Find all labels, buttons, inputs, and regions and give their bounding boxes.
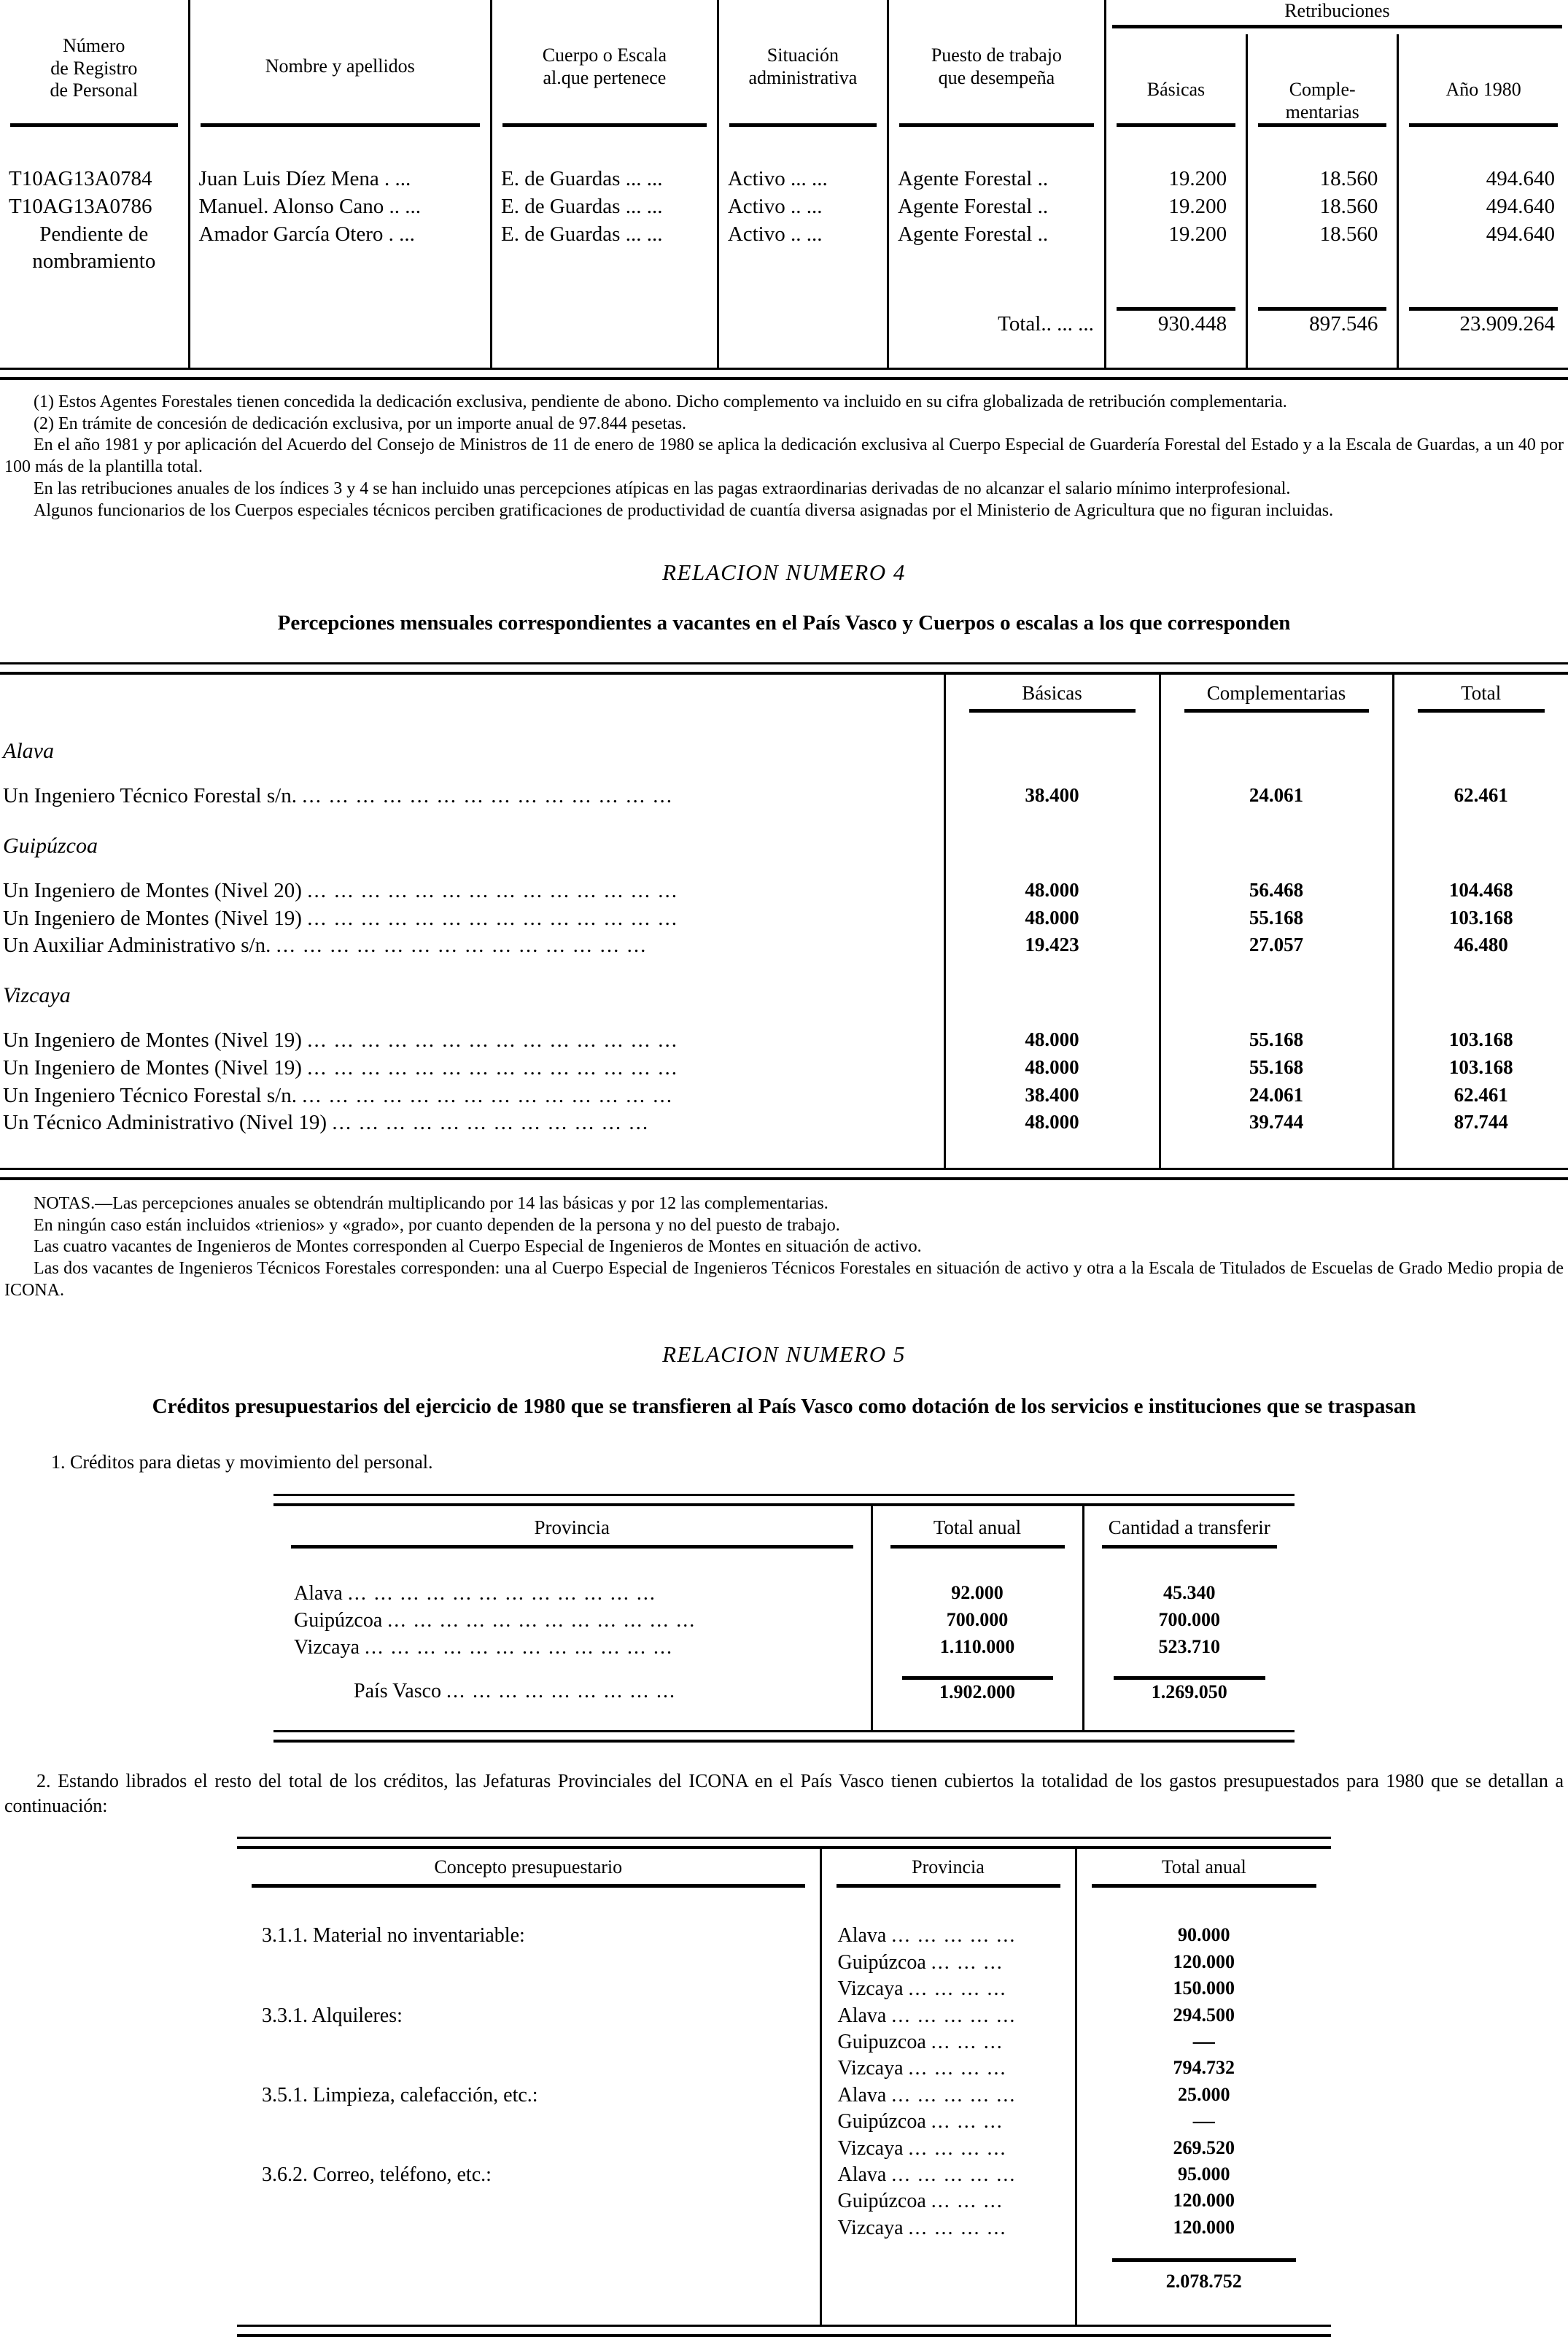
footnote-5: Algunos funcionarios de los Cuerpos especiales técnicos perciben gratificaciones de productividad de cuantía diversa asignadas por el Ministerio de Agricultura que no figuran incluidas. — [34, 500, 1334, 520]
rule-cell — [491, 123, 718, 133]
footnote-2: (2) En trámite de concesión de dedicación exclusiva, por un importe anual de 97.844 pesetas. — [34, 414, 687, 433]
cell-total-anual: 25.000 — [1178, 2083, 1230, 2105]
nota-1: NOTAS.—Las percepciones anuales se obtendrán multiplicando por 14 las básicas y por 12 las complementarias. — [34, 1193, 828, 1213]
cell-provincia: Guipúzcoa ... ... ... — [820, 2109, 1076, 2135]
cell-post: Agente Forestal .. — [888, 166, 1105, 193]
rule-cell — [0, 123, 189, 133]
header-year: Año 1980 — [1445, 79, 1521, 100]
table3-bottom-double-rule — [273, 1730, 1295, 1743]
rule-cell — [1398, 276, 1568, 311]
rule-cell — [888, 123, 1105, 133]
leader-dots: ... ... ... ... ... ... ... ... ... ... ... ... ... ... — [302, 1083, 673, 1107]
relacion5-title: RELACION NUMERO 5 — [662, 1341, 906, 1367]
footnote-3: En el año 1981 y por aplicación del Acuerdo del Consejo de Ministros de 11 de enero de 1980 se aplica la dedicación exclusiva al Cuerpo Especial de Guardería Forestal del Estado y a la Escala de Guardas, a un 40 por 100 más de la plantilla total. — [4, 435, 1564, 477]
relacion5-subtitle: Créditos presupuestarios del ejercicio de 1980 que se transfieren al País Vasco como dotación de los servicios e instituciones que se traspasan — [152, 1394, 1416, 1418]
cell-concepto — [237, 2029, 820, 2055]
cell-status: Activo .. ... — [718, 221, 888, 276]
spacer-row — [273, 1554, 1295, 1581]
header-provincia: Provincia — [273, 1506, 872, 1554]
spacer-row — [0, 810, 1568, 826]
cell-status: Activo ... ... — [718, 166, 888, 193]
cell-item: Un Ingeniero de Montes (Nivel 19) ... ... ... ... ... ... ... ... ... ... ... ... ... ... — [0, 1055, 944, 1082]
cell-complementarias: 39.744 — [1160, 1109, 1393, 1137]
cell-name: Amador García Otero . ... — [189, 221, 491, 276]
table-row — [0, 783, 1568, 810]
total-cantidad: 1.269.050 — [1151, 1681, 1227, 1703]
table2-bottom-double-rule — [0, 1168, 1568, 1180]
personnel-header-top — [0, 0, 1568, 34]
cell-basicas: 19.200 — [1105, 193, 1246, 221]
rule-cell — [1083, 1661, 1295, 1680]
cell-basicas: 48.000 — [944, 1055, 1160, 1082]
header-name: Nombre y apellidos — [189, 0, 491, 123]
cell-basicas: 48.000 — [944, 1109, 1160, 1137]
cell-complementarias: 24.061 — [1160, 1082, 1393, 1110]
table-row — [237, 2188, 1331, 2214]
header-separator-row — [0, 123, 1568, 133]
province-group-header — [0, 826, 1568, 861]
cell-provincia: Vizcaya ... ... ... ... — [820, 1976, 1076, 2002]
table-row — [237, 2109, 1331, 2135]
cell-basicas: 19.423 — [944, 932, 1160, 960]
dietas-header-row — [273, 1506, 1295, 1554]
cell-total: 104.468 — [1448, 879, 1513, 902]
cell-complementarias: 24.061 — [1160, 783, 1393, 810]
cell-concepto: 3.1.1. Material no inventariable: — [237, 1923, 820, 1949]
cell-provincia: Vizcaya ... ... ... ... — [820, 2055, 1076, 2082]
leader-dots: ... ... ... ... ... — [891, 2004, 1017, 2027]
footnotes-block — [0, 392, 1568, 522]
relacion4-subtitle: Percepciones mensuales correspondientes a vacantes en el País Vasco y Cuerpos o escalas a los que corresponden — [277, 611, 1291, 635]
cell-post: Agente Forestal .. — [888, 193, 1105, 221]
cell-total-anual: 1.110.000 — [872, 1635, 1083, 1662]
province-label: Alava — [0, 732, 944, 767]
province-group-header — [0, 732, 1568, 767]
cell-status: Activo .. ... — [718, 193, 888, 221]
header-basicas: Básicas — [944, 675, 1160, 716]
nota-4: Las dos vacantes de Ingenieros Técnicos Forestales corresponden: una al Cuerpo Especial de Ingenieros Técnicos Forestales en situación de activo y otra a la Escala de Titulados de Escuelas de Grado Medio propia de ICONA. — [4, 1259, 1564, 1300]
dietas-table-wrap — [273, 1494, 1295, 1743]
footnote-4: En las retribuciones anuales de los índices 3 y 4 se han incluido unas percepciones atípicas en las pagas extraordinarias derivadas de no alcanzar el salario mínimo interprofesional. — [34, 478, 1291, 498]
header-provincia: Provincia — [820, 1849, 1076, 1891]
table-row — [0, 193, 1568, 221]
cell-registry: T10AG13A0784 — [0, 166, 189, 193]
cell-total-anual: 95.000 — [1178, 2163, 1230, 2185]
vacancies-table — [0, 675, 1568, 1168]
header-retributions-group — [1105, 0, 1568, 34]
cell-year: 494.640 — [1486, 167, 1555, 191]
footnote-1: (1) Estos Agentes Forestales tienen concedida la dedicación exclusiva, pendiente de abono. Dicho complemento va incluido en su cifra globalizada de retribución complementaria. — [34, 392, 1287, 411]
cell-provincia: Alava ... ... ... ... ... — [820, 2003, 1076, 2029]
cell-concepto: 3.5.1. Limpieza, calefacción, etc.: — [237, 2082, 820, 2109]
cell-total: 103.168 — [1448, 1028, 1513, 1051]
relacion5-item2 — [0, 1769, 1568, 1818]
cell-basicas: 19.200 — [1105, 166, 1246, 193]
dietas-total-row — [273, 1680, 1295, 1705]
table1-bottom-double-rule — [0, 368, 1568, 380]
header-complementarias: Comple- mentarias — [1247, 34, 1398, 123]
cell-total: 62.461 — [1453, 1083, 1508, 1106]
cell-total-anual: 90.000 — [1178, 1924, 1230, 1946]
leader-dots: ... ... ... ... ... ... ... ... ... ... ... ... ... ... — [307, 879, 678, 903]
leader-dots: ... ... ... — [931, 1950, 1004, 1974]
vacancies-header-row — [0, 675, 1568, 716]
table-row — [237, 2055, 1331, 2082]
leader-dots: ... ... ... ... ... — [891, 2163, 1017, 2186]
cell-concepto — [237, 2055, 820, 2082]
spacer-row — [0, 767, 1568, 783]
table-row — [237, 1976, 1331, 2002]
rule-cell — [872, 1661, 1083, 1680]
cell-concepto — [237, 2109, 820, 2135]
cell-registry-line1: Pendiente de — [39, 222, 149, 246]
cell-provincia: Guipuzcoa ... ... ... — [820, 2029, 1076, 2055]
cell-complementarias: 55.168 — [1160, 1055, 1393, 1082]
table-row — [237, 2162, 1331, 2188]
cell-concepto: 3.6.2. Correo, teléfono, etc.: — [237, 2162, 820, 2188]
table-row — [0, 1055, 1568, 1082]
cell-basicas: 38.400 — [944, 783, 1160, 810]
leader-dots: ... ... ... ... ... — [891, 2083, 1017, 2107]
rule-cell — [1105, 276, 1246, 311]
table-row — [0, 877, 1568, 905]
personnel-spacer-row — [0, 133, 1568, 166]
rule-cell — [189, 123, 491, 133]
header-total-anual: Total anual — [1076, 1849, 1331, 1891]
table3-top-double-rule — [273, 1494, 1295, 1506]
cell-concepto — [237, 2215, 820, 2241]
cell-cantidad: 45.340 — [1163, 1581, 1216, 1603]
cell-provincia: Alava ... ... ... ... ... — [820, 1923, 1076, 1949]
header-spacer — [0, 675, 944, 716]
cell-item: Un Auxiliar Administrativo s/n. ... ... ... ... ... ... ... ... ... ... ... ... ... ... — [0, 932, 944, 960]
rule-cell — [718, 123, 888, 133]
total-basicas: 930.448 — [1105, 311, 1246, 338]
leader-dots: ... ... ... ... ... ... ... ... ... — [446, 1680, 677, 1703]
leader-dots: ... ... ... ... ... ... ... ... ... ... ... ... ... ... — [307, 1028, 678, 1053]
cell-basicas: 38.400 — [944, 1082, 1160, 1110]
table-row — [0, 1082, 1568, 1110]
cell-total-anual: 120.000 — [1173, 2190, 1235, 2212]
cell-complementarias: 55.168 — [1160, 1027, 1393, 1055]
cell-name: Juan Luis Díez Mena . ... — [189, 166, 491, 193]
notas-block — [0, 1193, 1568, 1302]
cell-item: Un Ingeniero de Montes (Nivel 19) ... ... ... ... ... ... ... ... ... ... ... ... ... ... — [0, 905, 944, 933]
cell-total-anual: 294.500 — [1173, 2004, 1235, 2026]
cell-provincia: Alava ... ... ... ... ... — [820, 2082, 1076, 2109]
table-row — [0, 905, 1568, 933]
cell-provincia: Guipúzcoa ... ... ... — [820, 2188, 1076, 2214]
leader-dots: ... ... ... ... ... ... ... ... ... ... ... ... — [347, 1581, 656, 1605]
rule-cell — [1247, 123, 1398, 133]
table-row — [0, 1109, 1568, 1137]
cell-total-anual: 120.000 — [1173, 1950, 1235, 1972]
cell-concepto — [237, 1950, 820, 1976]
province-label: Vizcaya — [0, 976, 944, 1011]
header-post: Puesto de trabajo que desempeña — [888, 0, 1105, 123]
cell-provincia: Vizcaya ... ... ... ... — [820, 2136, 1076, 2162]
cell-item: Un Ingeniero Técnico Forestal s/n. ... ... ... ... ... ... ... ... ... ... ... ... ... ... — [0, 783, 944, 810]
grand-total: 2.078.752 — [1165, 2271, 1242, 2293]
leader-dots: ... ... ... — [931, 2030, 1004, 2053]
cell-provincia: Vizcaya ... ... ... ... — [820, 2215, 1076, 2241]
spacer-row — [237, 1891, 1331, 1923]
spacer-row — [0, 861, 1568, 877]
cell-total: 103.168 — [1448, 1055, 1513, 1078]
cell-total-anual: 269.520 — [1173, 2136, 1235, 2158]
table2-top-double-rule — [0, 662, 1568, 675]
cell-item: Un Ingeniero Técnico Forestal s/n. ... ... ... ... ... ... ... ... ... ... ... ... ... ... — [0, 1082, 944, 1110]
cell-concepto — [237, 2188, 820, 2214]
conceptos-table — [237, 1849, 1331, 2324]
dietas-bottom-pad — [273, 1705, 1295, 1730]
cell-provincia: Alava ... ... ... ... ... ... ... ... ... ... ... ... — [273, 1581, 872, 1608]
cell-provincia: Vizcaya ... ... ... ... ... ... ... ... ... ... ... ... — [273, 1635, 872, 1662]
cell-provincia: Alava ... ... ... ... ... — [820, 2162, 1076, 2188]
item2-text: 2. Estando librados el resto del total de los créditos, las Jefaturas Provinciales del ICONA en el País Vasco tienen cubiertos la totalidad de los gastos presupuestados para 1980 que se detallan a continuación: — [4, 1770, 1564, 1816]
cell-item: Un Técnico Administrativo (Nivel 19) ... ... ... ... ... ... ... ... ... ... ... ... — [0, 1109, 944, 1137]
personnel-table — [0, 0, 1568, 368]
header-cantidad: Cantidad a transferir — [1083, 1506, 1295, 1554]
cell-complementarias: 55.168 — [1160, 905, 1393, 933]
header-corps: Cuerpo o Escala al.que pertenece — [491, 0, 718, 123]
cell-name: Manuel. Alonso Cano .. ... — [189, 193, 491, 221]
rule-cell — [1247, 276, 1398, 311]
spacer-row — [0, 960, 1568, 976]
cell-concepto: 3.3.1. Alquileres: — [237, 2003, 820, 2029]
header-complementarias: Complementarias — [1160, 675, 1393, 716]
cell-total: 103.168 — [1448, 906, 1513, 929]
cell-item: Un Ingeniero de Montes (Nivel 20) ... ... ... ... ... ... ... ... ... ... ... ... ... ... — [0, 877, 944, 905]
header-total: Total — [1393, 675, 1568, 716]
header-retributions-label: Retribuciones — [1284, 0, 1390, 21]
leader-dots: ... ... ... ... ... ... ... ... ... ... ... ... — [332, 1111, 650, 1135]
cell-total-anual: 120.000 — [1173, 2216, 1235, 2238]
cell-item: Un Ingeniero de Montes (Nivel 19) ... ... ... ... ... ... ... ... ... ... ... ... ... ... — [0, 1027, 944, 1055]
leader-dots: ... ... ... ... — [908, 2136, 1007, 2160]
leader-dots: ... ... ... ... ... ... ... ... ... ... ... ... — [365, 1635, 674, 1659]
cell-corps: E. de Guardas ... ... — [491, 193, 718, 221]
table-row — [237, 2003, 1331, 2029]
table-row — [237, 2136, 1331, 2162]
table-row — [273, 1635, 1295, 1662]
relacion5-item1 — [0, 1450, 1568, 1475]
cell-complementarias: 18.560 — [1247, 166, 1398, 193]
retributions-rule — [1112, 25, 1562, 28]
cell-complementarias: 56.468 — [1160, 877, 1393, 905]
nota-3: Las cuatro vacantes de Ingenieros de Montes corresponden al Cuerpo Especial de Ingenieros de Montes en situación de activo. — [34, 1237, 922, 1257]
leader-dots: ... ... ... ... ... ... ... ... ... ... ... ... ... ... — [307, 906, 678, 930]
spacer-row — [0, 1011, 1568, 1027]
conceptos-total-row — [237, 2262, 1331, 2294]
table-row — [0, 1027, 1568, 1055]
cell-complementarias: 18.560 — [1247, 221, 1398, 276]
dietas-table — [273, 1506, 1295, 1730]
cell-corps: E. de Guardas ... ... — [491, 166, 718, 193]
table-row — [237, 1923, 1331, 1949]
cell-concepto — [237, 1976, 820, 2002]
leader-dots: ... ... ... — [931, 2110, 1004, 2133]
cell-year: 494.640 — [1486, 222, 1555, 246]
table-row — [0, 932, 1568, 960]
item1-text: 1. Créditos para dietas y movimiento del personal. — [51, 1451, 433, 1473]
total-label: Total.. ... ... — [888, 311, 1105, 338]
cell-corps: E. de Guardas ... ... — [491, 221, 718, 276]
cell-registry-line2: nombramiento — [32, 249, 156, 274]
cell-total-anual: 794.732 — [1173, 2057, 1235, 2079]
conceptos-header-row — [237, 1849, 1331, 1891]
vacancies-bottom-pad — [0, 1137, 1568, 1168]
cell-total-anual: 150.000 — [1173, 1977, 1235, 1999]
leader-dots: ... ... ... — [931, 2190, 1004, 2213]
cell-concepto — [237, 2136, 820, 2162]
table-row — [273, 1608, 1295, 1635]
cell-post: Agente Forestal .. — [888, 221, 1105, 276]
table-row — [237, 2215, 1331, 2241]
leader-dots: ... ... ... ... ... ... ... ... ... ... ... ... — [387, 1608, 696, 1632]
rule-cell — [1105, 123, 1246, 133]
total-label: País Vasco ... ... ... ... ... ... ... ... ... — [273, 1680, 872, 1705]
nota-2: En ningún caso están incluidos «trienios» y «grado», por cuanto dependen de la persona y no del puesto de trabajo. — [34, 1215, 840, 1235]
cell-basicas: 48.000 — [944, 877, 1160, 905]
cell-total-anual: — — [1192, 2109, 1215, 2133]
rule-cell — [1398, 123, 1568, 133]
cell-cantidad: 523.710 — [1158, 1635, 1220, 1657]
dietas-total-separator — [273, 1661, 1295, 1680]
header-basicas: Básicas — [1105, 34, 1246, 123]
cell-complementarias: 18.560 — [1247, 193, 1398, 221]
personnel-total-row — [0, 311, 1568, 338]
cell-registry — [0, 221, 189, 276]
total-complementarias: 897.546 — [1247, 311, 1398, 338]
table-row — [237, 2029, 1331, 2055]
spacer-row — [0, 716, 1568, 732]
header-concepto: Concepto presupuestario — [237, 1849, 820, 1891]
total-year: 23.909.264 — [1459, 312, 1555, 336]
cell-cantidad: 700.000 — [1158, 1608, 1220, 1630]
header-status: Situación administrativa — [718, 0, 888, 123]
cell-total: 62.461 — [1453, 784, 1508, 807]
leader-dots: ... ... ... ... — [908, 2057, 1007, 2080]
cell-total-anual: — — [1192, 2028, 1215, 2053]
cell-basicas: 48.000 — [944, 905, 1160, 933]
cell-provincia: Guipúzcoa ... ... ... ... ... ... ... ... ... ... ... ... — [273, 1608, 872, 1635]
cell-basicas: 19.200 — [1105, 221, 1246, 276]
leader-dots: ... ... ... ... — [908, 2216, 1007, 2239]
conceptos-bottom-pad — [237, 2294, 1331, 2325]
cell-year: 494.640 — [1486, 195, 1555, 219]
table4-bottom-double-rule — [237, 2325, 1331, 2337]
leader-dots: ... ... ... ... ... ... ... ... ... ... ... ... ... ... — [276, 934, 648, 958]
cell-provincia: Guipúzcoa ... ... ... — [820, 1950, 1076, 1976]
conceptos-table-wrap — [237, 1837, 1331, 2336]
cell-registry: T10AG13A0786 — [0, 193, 189, 221]
table-row — [237, 2082, 1331, 2109]
table-row — [237, 1950, 1331, 1976]
leader-dots: ... ... ... ... ... ... ... ... ... ... ... ... ... ... — [302, 784, 673, 808]
header-total-anual: Total anual — [872, 1506, 1083, 1554]
cell-total-anual: 700.000 — [872, 1608, 1083, 1635]
personnel-total-separator — [0, 276, 1568, 311]
total-total-anual: 1.902.000 — [872, 1680, 1083, 1705]
cell-total: 46.480 — [1453, 934, 1508, 956]
cell-total: 87.744 — [1453, 1111, 1508, 1133]
table4-top-double-rule — [237, 1837, 1331, 1849]
leader-dots: ... ... ... ... ... ... ... ... ... ... ... ... ... ... — [307, 1055, 678, 1080]
personnel-bottom-pad — [0, 338, 1568, 368]
cell-complementarias: 27.057 — [1160, 932, 1393, 960]
conceptos-total-separator — [237, 2241, 1331, 2262]
header-registry: Número de Registro de Personal — [0, 0, 189, 123]
leader-dots: ... ... ... ... — [908, 1977, 1007, 2001]
rule-cell — [1076, 2241, 1331, 2262]
table-row — [0, 166, 1568, 193]
table-row — [0, 221, 1568, 276]
leader-dots: ... ... ... ... ... — [891, 1924, 1017, 1947]
relacion4-title: RELACION NUMERO 4 — [662, 559, 906, 586]
cell-basicas: 48.000 — [944, 1027, 1160, 1055]
table-row — [273, 1581, 1295, 1608]
province-label: Guipúzcoa — [0, 826, 944, 861]
cell-total-anual: 92.000 — [872, 1581, 1083, 1608]
province-group-header — [0, 976, 1568, 1011]
